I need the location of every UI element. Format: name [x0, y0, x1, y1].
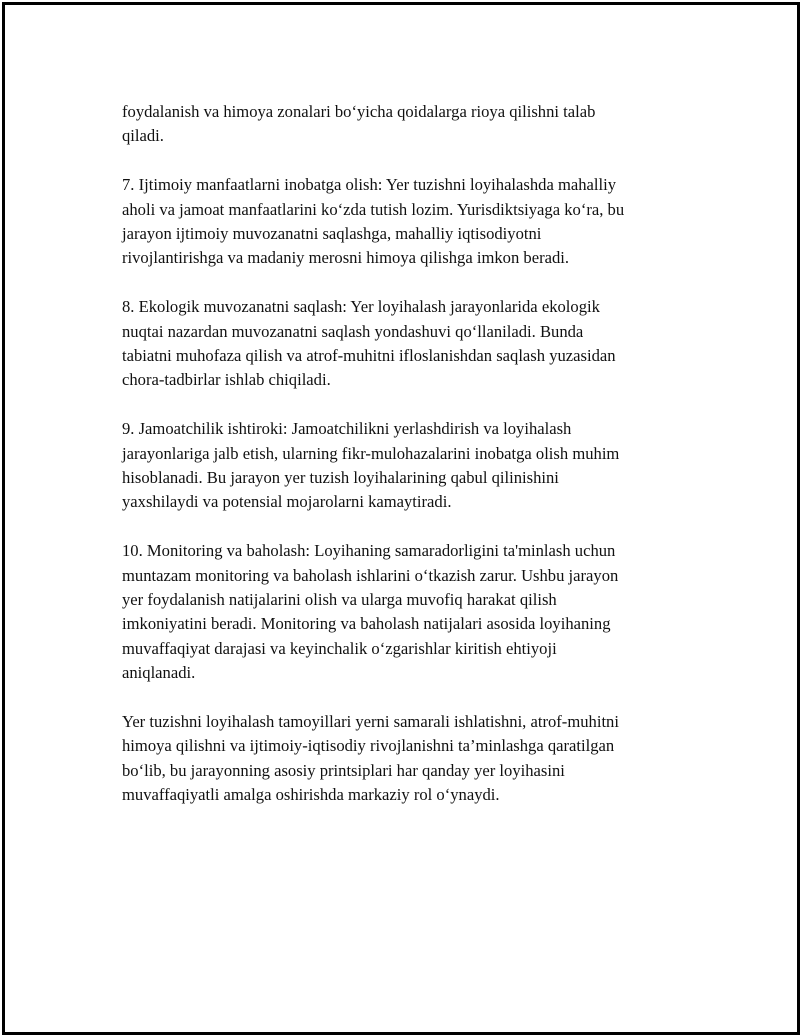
- document-body: [122, 100, 697, 832]
- paragraph-monitoring: 10. Monitoring va baholash: Loyihaning samaradorligini ta'minlash uchun muntazam monitoring va baholash ishlarini o‘tkazish zarur. Ushbu jarayon yer foydalanish natijalarini olish va ularga muvofiq harakat qilish imkoniyatini beradi. Monitoring va baholash natijalari asosida loyihaning muvaffaqiyat darajasi va keyinchalik o‘zgarishlar kiritish ehtiyoji aniqlanadi.: [122, 541, 619, 683]
- paragraph-ecological-balance: 8. Ekologik muvozanatni saqlash: Yer loyihalash jarayonlarida ekologik nuqtai nazardan muvozanatni saqlash yondashuvi qo‘llaniladi. Bunda tabiatni muhofaza qilish va atrof-muhitni ifloslanishdan saqlash yuzasidan chora-tadbirlar ishlab chiqiladi.: [122, 297, 616, 390]
- paragraph-conclusion: Yer tuzishni loyihalash tamoyillari yerni samarali ishlatishni, atrof-muhitni himoya qilishni va ijtimoiy-iqtisodiy rivojlanishni ta’minlashga qaratilgan bo‘lib, bu jarayonning asosiy printsiplari har qanday yer loyihasini muvaffaqiyatli amalga oshirishda markaziy rol o‘ynaydi.: [122, 712, 619, 805]
- paragraph-social-interests: 7. Ijtimoiy manfaatlarni inobatga olish: Yer tuzishni loyihalashda mahalliy aholi va jamoat manfaatlarini ko‘zda tutish lozim. Yurisdiktsiyaga ko‘ra, bu jarayon ijtimoiy muvozanatni saqlashga, mahalliy iqtisodiyotni rivojlantirishga va madaniy merosni himoya qilishga imkon beradi.: [122, 175, 625, 268]
- paragraph-public-participation: 9. Jamoatchilik ishtiroki: Jamoatchilikni yerlashdirish va loyihalash jarayonlariga jalb etish, ularning fikr-mulohazalarini inobatga olish muhim hisoblanadi. Bu jarayon yer tuzish loyihalarining qabul qilinishini yaxshilaydi va potensial mojarolarni kamaytiradi.: [122, 419, 620, 512]
- page-frame: [2, 2, 800, 1035]
- paragraph-continuation: foydalanish va himoya zonalari bo‘yicha qoidalarga rioya qilishni talab qiladi.: [122, 102, 596, 146]
